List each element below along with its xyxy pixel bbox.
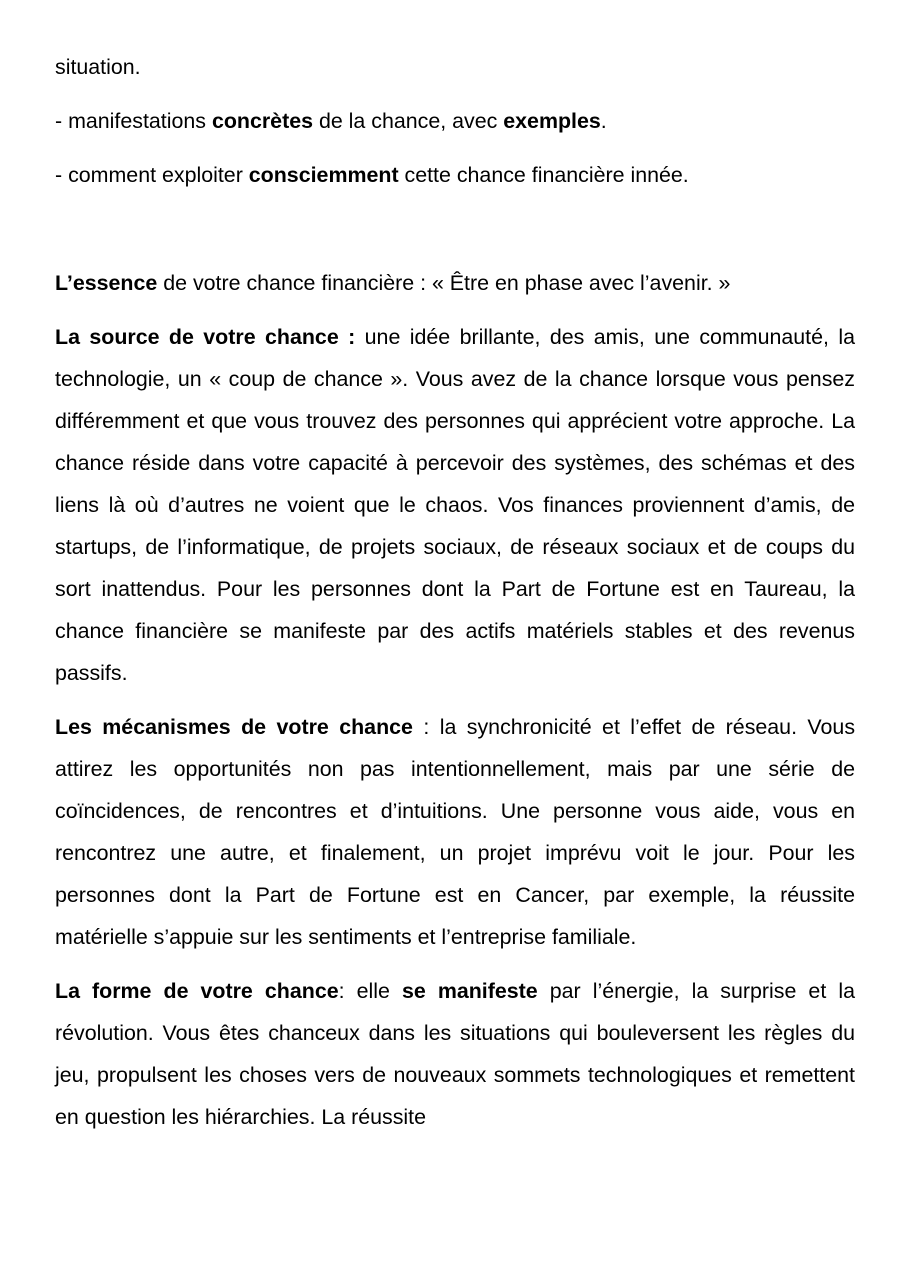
bold-term: consciemment xyxy=(248,163,399,187)
paragraph-heading: La forme de votre chance xyxy=(55,979,339,1003)
form-paragraph xyxy=(55,970,855,1138)
intro-line-text: situation. xyxy=(55,55,141,79)
list-item-text: . xyxy=(600,109,607,133)
source-paragraph xyxy=(55,316,855,694)
list-item-exploit xyxy=(55,154,855,196)
essence-paragraph xyxy=(55,262,855,304)
bold-term: exemples xyxy=(503,109,601,133)
intro-line xyxy=(55,46,855,88)
bold-term: concrètes xyxy=(211,109,313,133)
paragraph-text: une idée brillante, des amis, une communauté, la technologie, un « coup de chance ». Vous avez de la chance lorsque vous pensez différemment et que vous trouvez des personnes qui apprécient votre approche. La chance réside dans votre capacité à percevoir des systèmes, des schémas et des liens là où d’autres ne voient que le chaos. Vos finances proviennent d’amis, de startups, de l’informatique, de projets sociaux, de réseaux sociaux et de coups du sort inattendus. Pour les personnes dont la Part de Fortune est en Taureau, la chance financière se manifeste par des actifs matériels stables et des revenus passifs. xyxy=(55,325,855,685)
paragraph-heading: L’essence xyxy=(55,271,158,295)
paragraph-heading: La source de votre chance : xyxy=(55,325,356,349)
list-item-text: - manifestations xyxy=(55,109,212,133)
list-item-concrete xyxy=(55,100,855,142)
bold-term: se manifeste xyxy=(401,979,538,1003)
document-page xyxy=(55,46,855,1138)
paragraph-text: : elle xyxy=(338,979,402,1003)
mechanisms-paragraph xyxy=(55,706,855,958)
paragraph-heading: Les mécanismes de votre chance xyxy=(55,715,413,739)
paragraph-text: de votre chance financière : « Être en phase avec l’avenir. » xyxy=(157,271,731,295)
list-item-text: de la chance, avec xyxy=(313,109,504,133)
list-item-text: - comment exploiter xyxy=(55,163,249,187)
paragraph-text: : la synchronicité et l’effet de réseau. Vous attirez les opportunités non pas intentionnellement, mais par une série de coïncidences, de rencontres et d’intuitions. Une personne vous aide, vous en rencontrez une autre, et finalement, un projet imprévu voit le jour. Pour les personnes dont la Part de Fortune est en Cancer, par exemple, la réussite matérielle s’appuie sur les sentiments et l’entreprise familiale. xyxy=(55,715,856,949)
list-item-text: cette chance financière innée. xyxy=(398,163,689,187)
paragraph-text: par l’énergie, la surprise et la révolution. Vous êtes chanceux dans les situations qui bouleversent les règles du jeu, propulsent les choses vers de nouveaux sommets technologiques et remettent en question les hiérarchies. La réussite xyxy=(55,979,855,1129)
